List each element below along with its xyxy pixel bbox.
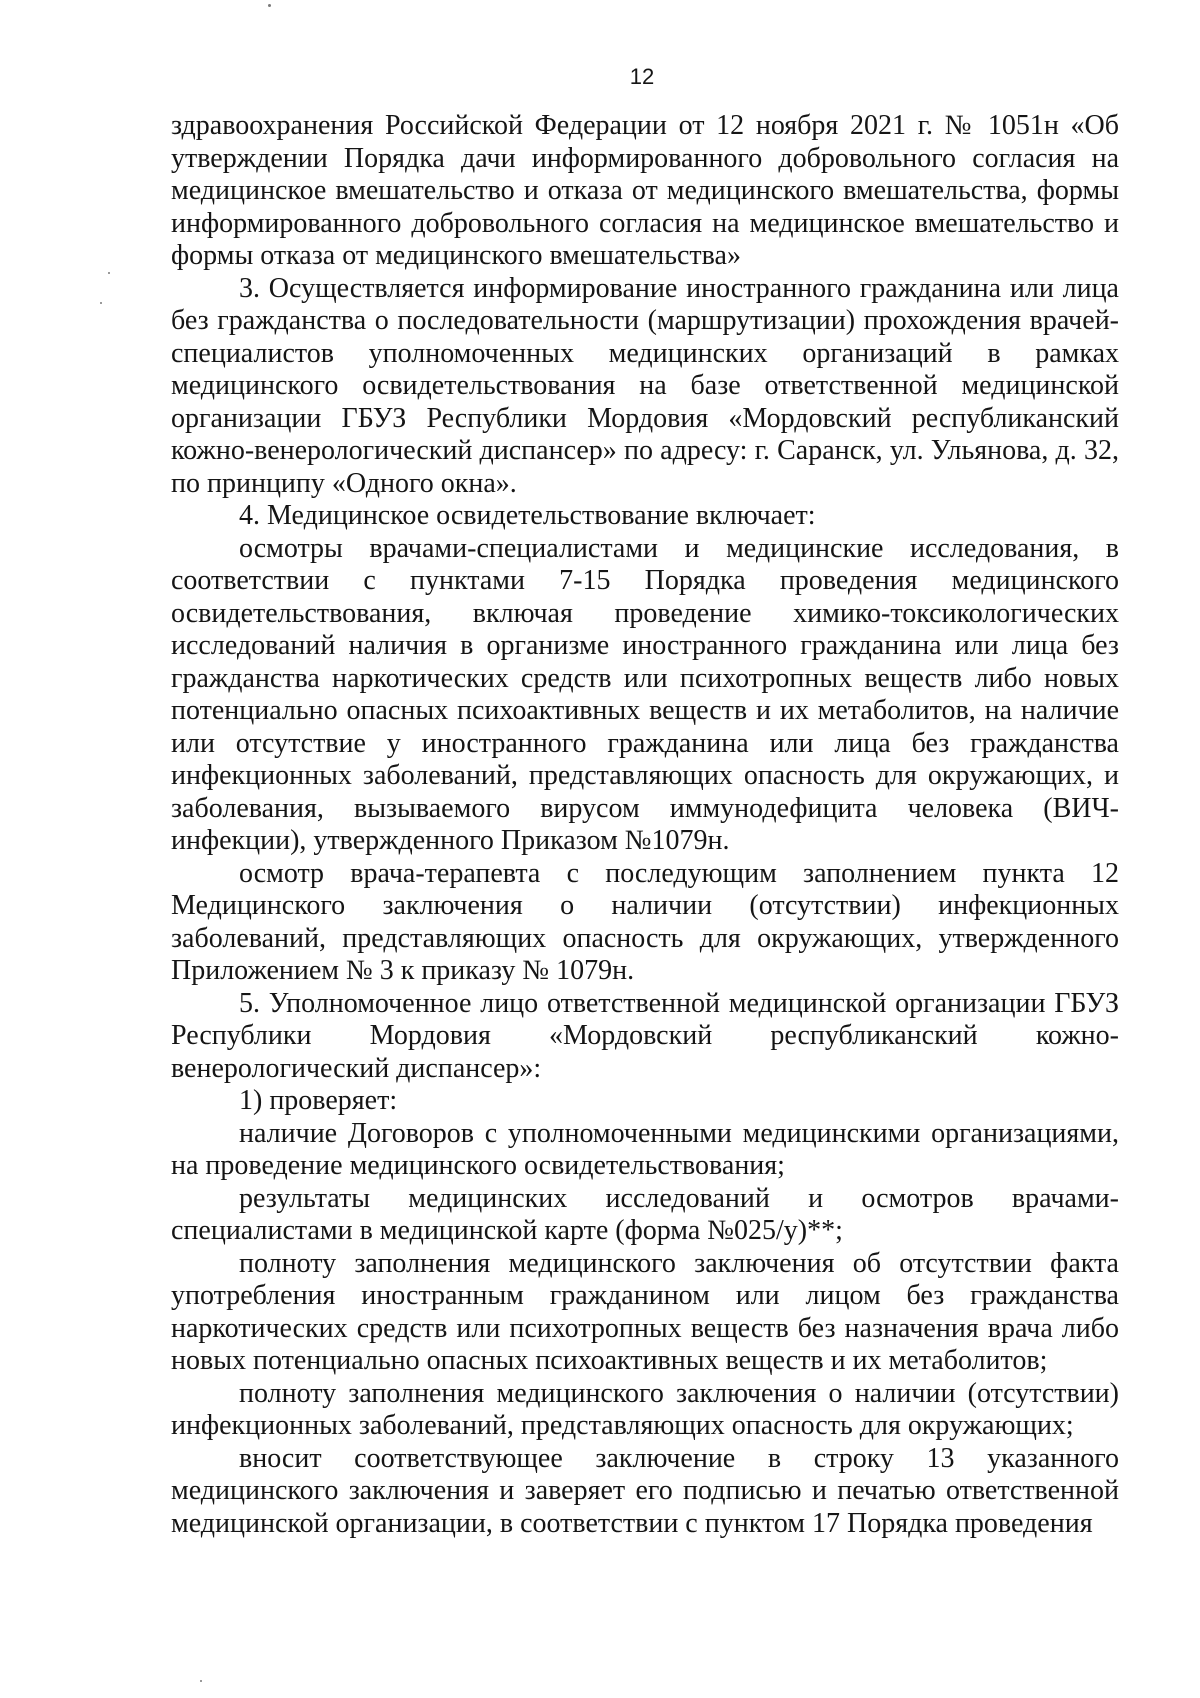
paragraph: полноту заполнения медицинского заключения о наличии (отсутствии) инфекционных заболеваний, представляющих опасность для окружающих; (171, 1377, 1119, 1441)
paragraph: осмотр врача-терапевта с последующим заполнением пункта 12 Медицинского заключения о наличии (отсутствии) инфекционных заболеваний, представляющих опасность для окружающих, утвержденного Приложением № 3 к приказу № 1079н. (171, 857, 1119, 986)
document-body (171, 110, 1119, 1540)
paragraph: результаты медицинских исследований и осмотров врачами-специалистами в медицинской карте (форма №025/у)**; (171, 1182, 1119, 1246)
page-number: 12 (629, 64, 655, 89)
paragraph: 1) проверяет: (239, 1085, 398, 1116)
scan-speck (268, 4, 271, 7)
paragraph: наличие Договоров с уполномоченными медицинскими организациями, на проведение медицинского освидетельствования; (171, 1117, 1119, 1181)
paragraph: 5. Уполномоченное лицо ответственной медицинской организации ГБУЗ Республики Мордовия «Мордовский республиканский кожно-венерологический диспансер»: (171, 987, 1119, 1084)
scan-speck (100, 302, 102, 304)
paragraph: полноту заполнения медицинского заключения об отсутствии факта употребления иностранным гражданином или лицом без гражданства наркотических средств или психотропных веществ без назначения врача либо новых потенциально опасных психоактивных веществ и их метаболитов; (171, 1247, 1119, 1376)
scan-speck (108, 272, 110, 274)
paragraph: здравоохранения Российской Федерации от 12 ноября 2021 г. № 1051н «Об утверждении Порядка дачи информированного добровольного согласия на медицинское вмешательство и отказа от медицинского вмешательства, формы информированного добровольного согласия на медицинское вмешательство и формы отказа от медицинского вмешательства» (171, 110, 1119, 271)
paragraph: вносит соответствующее заключение в строку 13 указанного медицинского заключения и заверяет его подписью и печатью ответственной медицинской организации, в соответствии с пунктом 17 Порядка проведения (171, 1442, 1119, 1539)
paragraph: осмотры врачами-специалистами и медицинские исследования, в соответствии с пунктами 7-15 Порядка проведения медицинского освидетельствования, включая проведение химико-токсикологических исследований наличия в организме иностранного гражданина или лица без гражданства наркотических средств или психотропных веществ либо новых потенциально опасных психоактивных веществ и их метаболитов, на наличие или отсутствие у иностранного гражданина или лица без гражданства инфекционных заболеваний, представляющих опасность для окружающих, и заболевания, вызываемого вирусом иммунодефицита человека (ВИЧ-инфекции), утвержденного Приказом №1079н. (171, 532, 1119, 856)
scan-speck (200, 1680, 202, 1682)
paragraph: 4. Медицинское освидетельствование включает: (239, 500, 816, 531)
paragraph: 3. Осуществляется информирование иностранного гражданина или лица без гражданства о последовательности (маршрутизации) прохождения врачей-специалистов уполномоченных медицинских организаций в рамках медицинского освидетельствования на базе ответственной медицинской организации ГБУЗ Республики Мордовия «Мордовский республиканский кожно-венерологический диспансер» по адресу: г. Саранск, ул. Ульянова, д. 32, по принципу «Одного окна». (171, 272, 1119, 499)
